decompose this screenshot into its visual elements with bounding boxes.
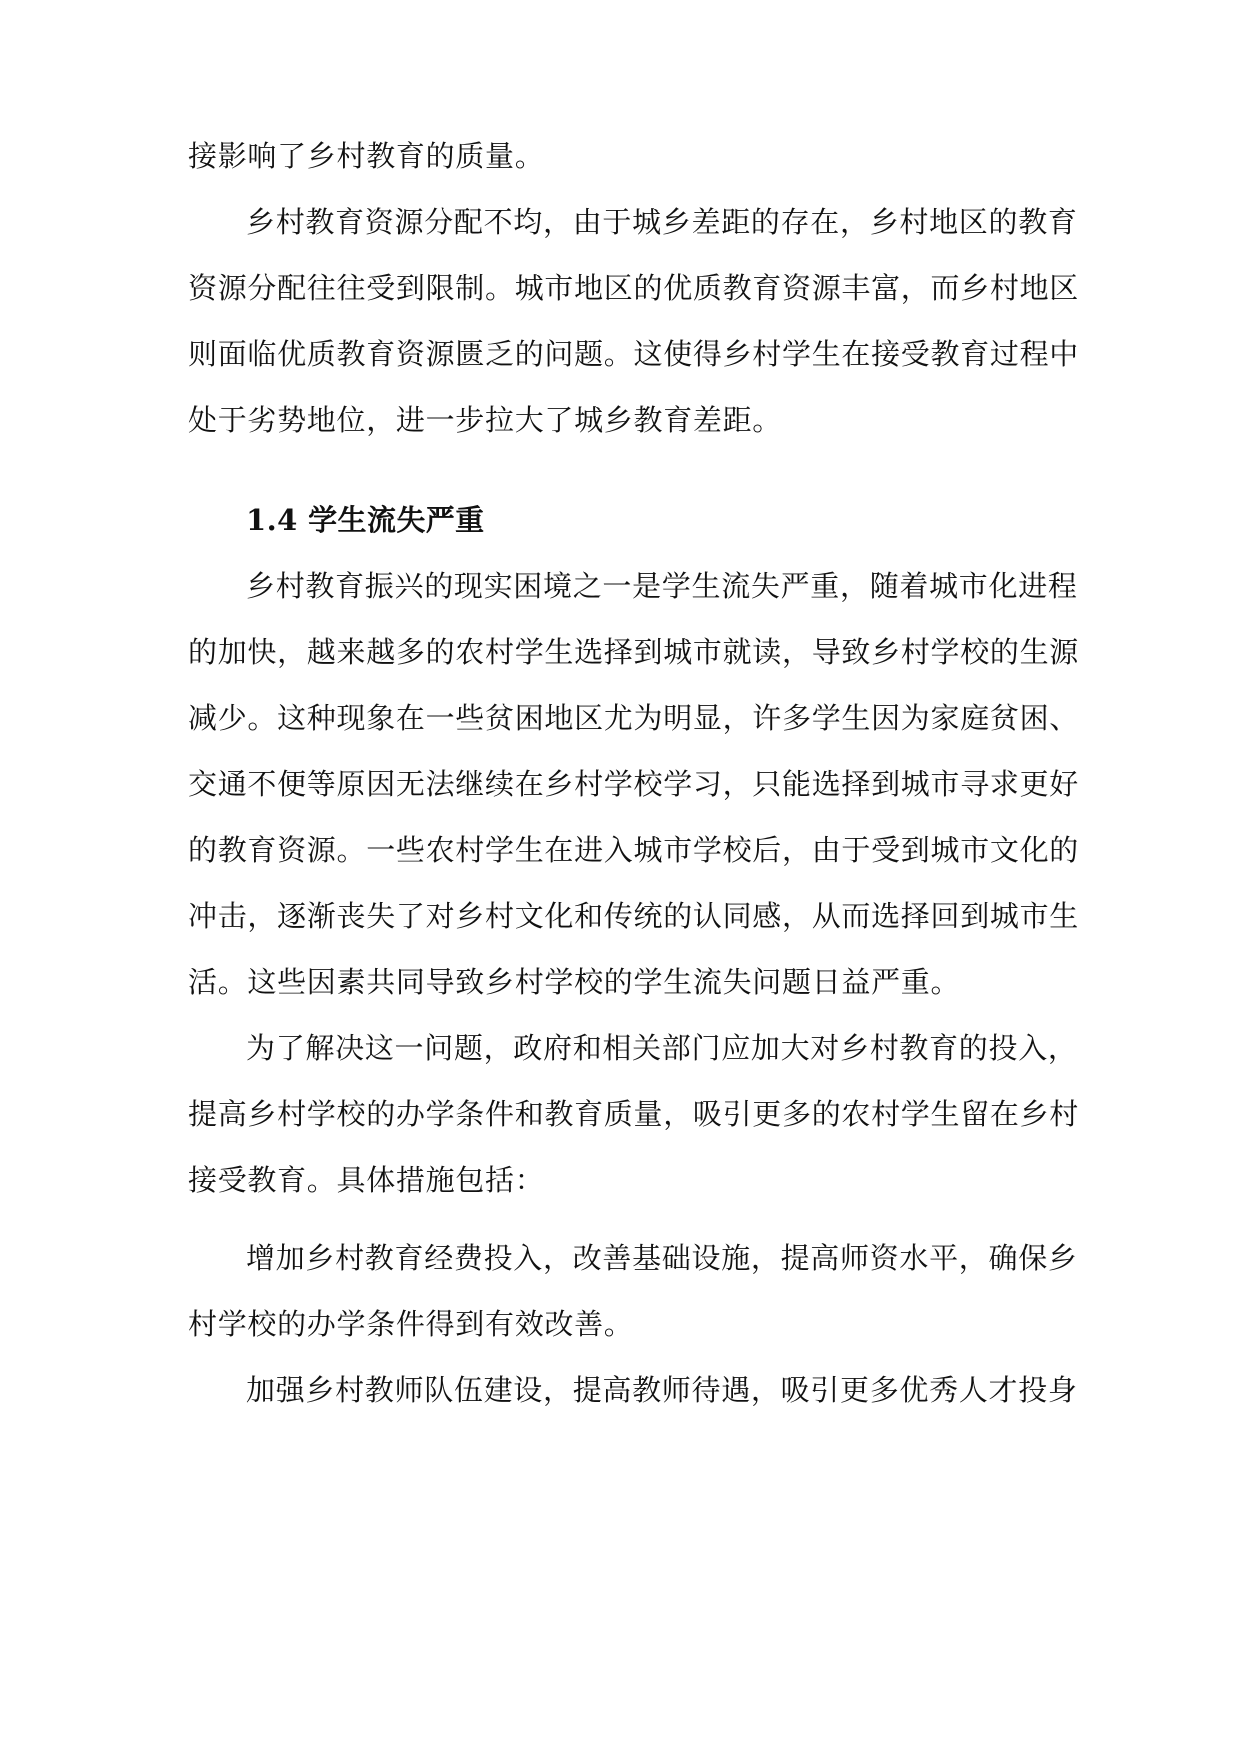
text-line: 接受教育。具体措施包括： [188,1163,545,1197]
text-line: 交通不便等原因无法继续在乡村学校学习，只能选择到城市寻求更好 [188,767,1080,801]
text-line: 冲击，逐渐丧失了对乡村文化和传统的认同感，从而选择回到城市生 [188,899,1080,933]
paragraph-first-line: 加强乡村教师队伍建设，提高教师待遇，吸引更多优秀人才投身 [246,1373,1078,1407]
text-line: 处于劣势地位，进一步拉大了城乡教育差距。 [188,403,783,437]
paragraph-first-line: 为了解决这一问题，政府和相关部门应加大对乡村教育的投入， [246,1031,1078,1065]
text-line: 活。这些因素共同导致乡村学校的学生流失问题日益严重。 [188,965,961,999]
text-line: 的加快，越来越多的农村学生选择到城市就读，导致乡村学校的生源 [188,635,1080,669]
section-heading: 1.4 学生流失严重 [246,503,485,537]
text-line: 则面临优质教育资源匮乏的问题。这使得乡村学生在接受教育过程中 [188,337,1080,371]
paragraph-first-line: 增加乡村教育经费投入，改善基础设施，提高师资水平，确保乡 [246,1241,1078,1275]
text-line: 提高乡村学校的办学条件和教育质量，吸引更多的农村学生留在乡村 [188,1097,1080,1131]
text-line: 接影响了乡村教育的质量。 [188,139,545,173]
text-line: 村学校的办学条件得到有效改善。 [188,1307,634,1341]
paragraph-first-line: 乡村教育资源分配不均，由于城乡差距的存在，乡村地区的教育 [246,205,1078,239]
paragraph-first-line: 乡村教育振兴的现实困境之一是学生流失严重，随着城市化进程 [246,569,1078,603]
text-line: 资源分配往往受到限制。城市地区的优质教育资源丰富，而乡村地区 [188,271,1080,305]
text-line: 的教育资源。一些农村学生在进入城市学校后，由于受到城市文化的 [188,833,1080,867]
text-line: 减少。这种现象在一些贫困地区尤为明显，许多学生因为家庭贫困、 [188,701,1080,735]
